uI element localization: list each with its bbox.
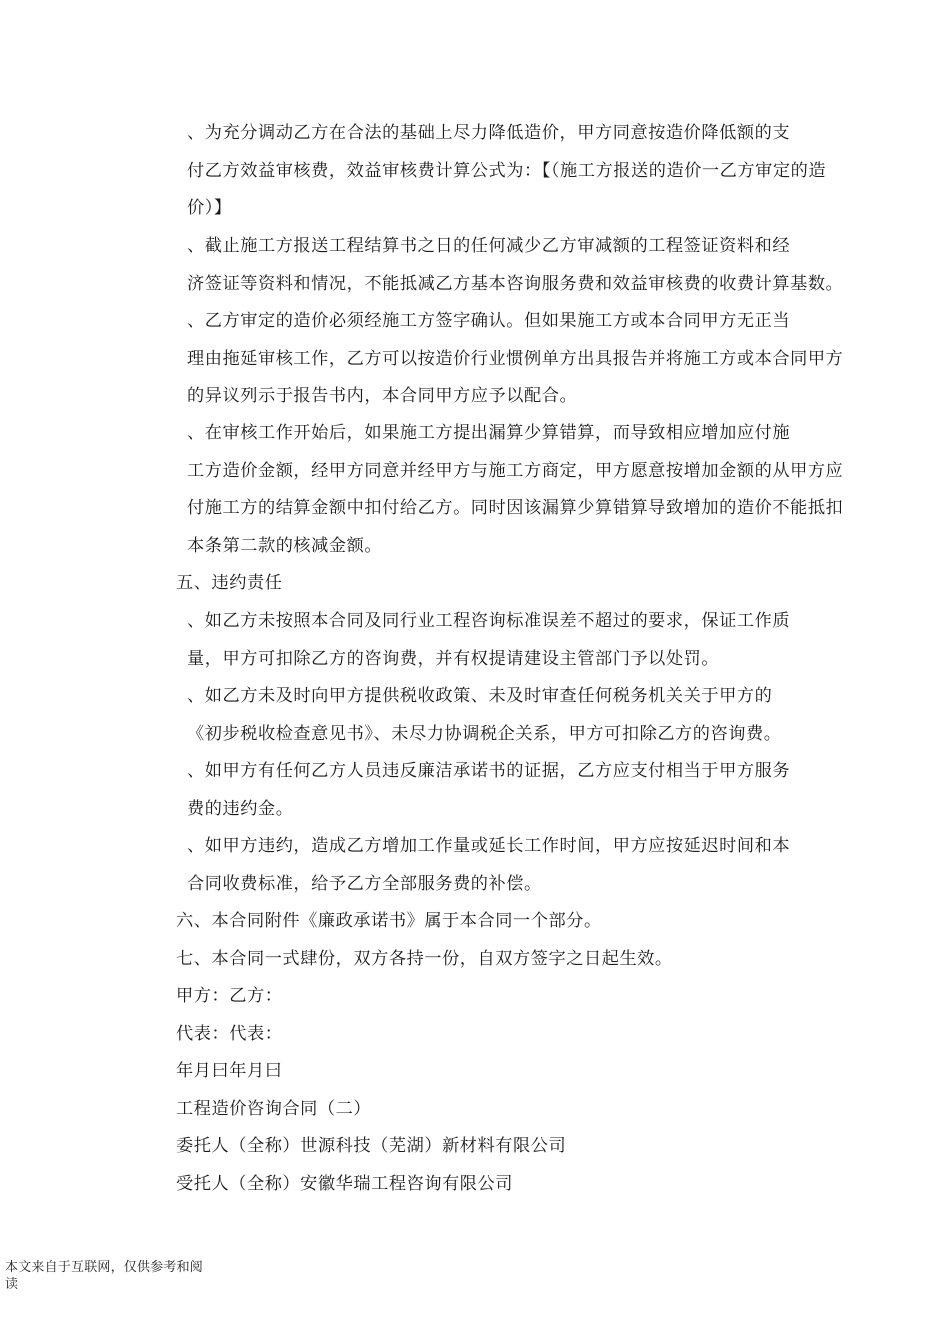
clause-calculation-base: [138, 228, 844, 303]
text-line: 付施工方的结算金额中扣付给乙方。同时因该漏算少算错算导致增加的造价不能抵扣: [187, 498, 844, 518]
consultant-name: [138, 1166, 818, 1204]
text-line: 本条第二款的核减金额。: [187, 535, 383, 556]
clause-breach-quality: [138, 603, 818, 678]
text-line: 委托人（全称）世源科技（芜湖）新材料有限公司: [176, 1136, 567, 1156]
text-line: 、如乙方未按照本合同及同行业工程咨询标准误差不超过的要求，保证工作质: [187, 611, 791, 631]
source-footnote: [5, 1259, 220, 1293]
text-line: 费的违约金。: [187, 798, 294, 819]
text-line: 济签证等资料和情况，不能抵减乙方基本咨询服务费和效益审核费的收费计算基数。: [187, 273, 844, 294]
clause-breach-integrity: [138, 753, 818, 828]
text-line: 、如甲方违约，造成乙方增加工作量或延长工作时间，甲方应按延迟时间和本: [187, 836, 791, 856]
text-line: 七、本合同一式肆份，双方各持一份，自双方签字之日起生效。: [176, 949, 673, 969]
text-line: 五、违约责任: [176, 573, 283, 593]
text-line: 《初步税收检查意见书》、未尽力协调税企关系，甲方可扣除乙方的咨询费。: [187, 723, 782, 744]
text-line: 、乙方审定的造价必须经施工方签字确认。但如果施工方或本合同甲方无正当: [187, 311, 791, 331]
text-line: 年月曰年月曰: [176, 1061, 283, 1081]
text-line: 、为充分调动乙方在合法的基础上尽力降低造价，甲方同意按造价降低额的支: [187, 123, 791, 143]
signature-dates: [138, 1053, 818, 1091]
text-line: 付乙方效益审核费，效益审核费计算公式为：【（施工方报送的造价一乙方审定的造: [187, 160, 827, 181]
footnote-line: 本文来自于互联网，仅供参考和阅: [5, 1260, 204, 1275]
text-line: 、如乙方未及时向甲方提供税收政策、未及时审查任何税务机关关于甲方的: [187, 686, 773, 706]
clause-miscalculation: [138, 415, 844, 565]
footnote-line: 读: [5, 1277, 19, 1292]
clause-efficiency-fee: [138, 115, 827, 228]
clause-price-confirmation: [138, 303, 844, 416]
clause-breach-party-a: [138, 828, 818, 903]
clause-breach-tax: [138, 678, 818, 753]
text-line: 、在审核工作开始后，如果施工方提出漏算少算错算，而导致相应增加应付施: [187, 423, 791, 443]
text-line: 代表：代表：: [176, 1024, 283, 1044]
signature-representatives: [138, 1016, 818, 1054]
contract-title: [138, 1091, 818, 1129]
text-line: 、如甲方有任何乙方人员违反廉洁承诺书的证据，乙方应支付相当于甲方服务: [187, 761, 791, 781]
text-line: 甲方：乙方：: [176, 986, 283, 1006]
text-line: 合同收费标准，给予乙方全部服务费的补偿。: [187, 873, 542, 894]
text-line: 的异议列示于报告书内，本合同甲方应予以配合。: [187, 386, 578, 406]
section-effectiveness: [138, 941, 818, 979]
text-line: 工程造价咨询合同（二）: [176, 1099, 372, 1119]
text-line: 价）】: [187, 198, 232, 218]
text-line: 、截止施工方报送工程结算书之日的任何减少乙方审减额的工程签证资料和经: [187, 236, 791, 256]
text-line: 理由拖延审核工作，乙方可以按造价行业惯例单方出具报告并将施工方或本合同甲方: [187, 348, 844, 369]
section-heading-breach: [138, 565, 818, 603]
text-line: 量，甲方可扣除乙方的咨询费，并有权提请建设主管部门予以处罚。: [187, 648, 720, 669]
client-name: [138, 1128, 818, 1166]
section-attachment: [138, 903, 818, 941]
text-line: 六、本合同附件《廉政承诺书》属于本合同一个部分。: [176, 911, 602, 931]
text-line: 受托人（全称）安徽华瑞工程咨询有限公司: [176, 1174, 514, 1194]
signature-parties: [138, 978, 818, 1016]
text-line: 工方造价金额，经甲方同意并经甲方与施工方商定，甲方愿意按增加金额的从甲方应: [187, 460, 844, 481]
